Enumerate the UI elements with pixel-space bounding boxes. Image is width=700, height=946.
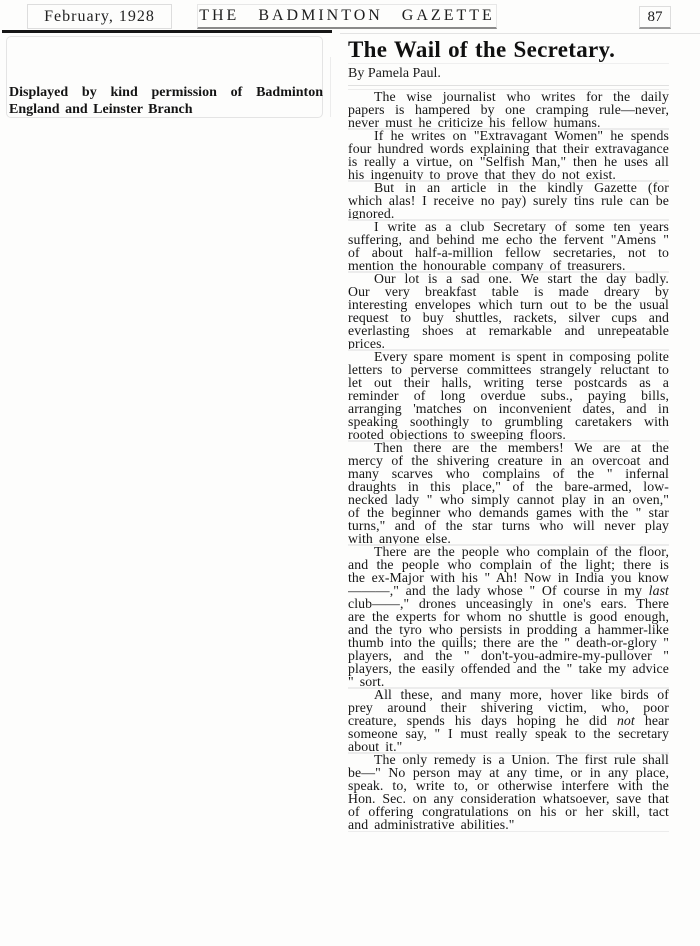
article-byline: By Pamela Paul. [348, 66, 669, 86]
article-paragraph: All these, and many more, hover like birds of prey around their shivering victim, who, poor creature, spends his days hoping he did not hear someone say, " I must really speak to the secretary about it." [348, 687, 669, 754]
article-paragraph: Every spare moment is spent in composing polite letters to perverse committees strangely reluctant to let out their halls, writing terse postcards as a reminder of long overdue subs., paying bills, arranging 'matches on inconvenient dates, and in speaking soothingly to grumbling caretakers with rooted objections to sweeping floors. [348, 349, 669, 442]
page-number: 87 [639, 6, 671, 29]
article-title: The Wail of the Secretary. [348, 37, 669, 63]
article-paragraph: The wise journalist who writes for the daily papers is hampered by one cramping rule—never, never must he criticize his fellow humans. [348, 89, 669, 130]
article-paragraph: If he writes on "Extravagant Women" he spends four hundred words explaining that their extravagance is really a virtue, on "Selfish Man," then he uses all his ingenuity to prove that they do not exist. [348, 128, 669, 182]
article-paragraph: Then there are the members! We are at the mercy of the shivering creature in an overcoat and many scarves who complains of the " infernal draughts in this place," of the bare-armed, low-necked lady " who simply cannot play in an oven," of the beginner who demands games with the " star turns," and of the star turns who will never play with anyone else. [348, 440, 669, 546]
article-paragraph: But in an article in the kindly Gazette (for which alas! I receive no pay) surely tins rule can be ignored. [348, 180, 669, 221]
article-body [348, 90, 669, 831]
left-column [6, 36, 324, 916]
issue-date: February, 1928 [27, 4, 172, 29]
masthead-title: THE BADMINTON GAZETTE [197, 4, 497, 29]
article-paragraph: The only remedy is a Union. The first rule shall be—" No person may at any time, or in any place, speak. to, write to, or otherwise interfere with the Hon. Sec. on any consideration whatsoever, save that of offering congratulations on his or her skill, tact and administrative abilities." [348, 752, 669, 832]
caption-box [6, 36, 323, 118]
article-paragraph: There are the people who complain of the floor, and the people who complain of the light; there is the ex-Major with his " Ah! Now in India you know———," and the lady whose " Of course in my last club——," drones unceasingly in one's ears. There are the experts for whom no shuttle is good enough, and the tyro who persists in prodding a hammer-like thumb into the quills; there are the " death-or-glory " players, and the " don't-you-admire-my-pullover " players, the easily offended and the " take my advice " sort. [348, 544, 669, 689]
article-paragraph: Our lot is a sad one. We start the day badly. Our very breakfast table is made dreary by interesting envelopes which turn out to be the usual request to buy shuttles, rackets, silver cups and everlasting shoes at remarkable and unrepeatable prices. [348, 271, 669, 351]
permission-caption: Displayed by kind permission of Badminton England and Leinster Branch [9, 85, 323, 117]
article-column [348, 37, 669, 943]
header-rule-right [340, 33, 700, 34]
header-rule-left [2, 30, 332, 33]
article-paragraph: I write as a club Secretary of some ten years suffering, and behind me echo the fervent "Amens " of about half-a-million fellow secretaries, not to mention the honourable company of treasurers. [348, 219, 669, 273]
